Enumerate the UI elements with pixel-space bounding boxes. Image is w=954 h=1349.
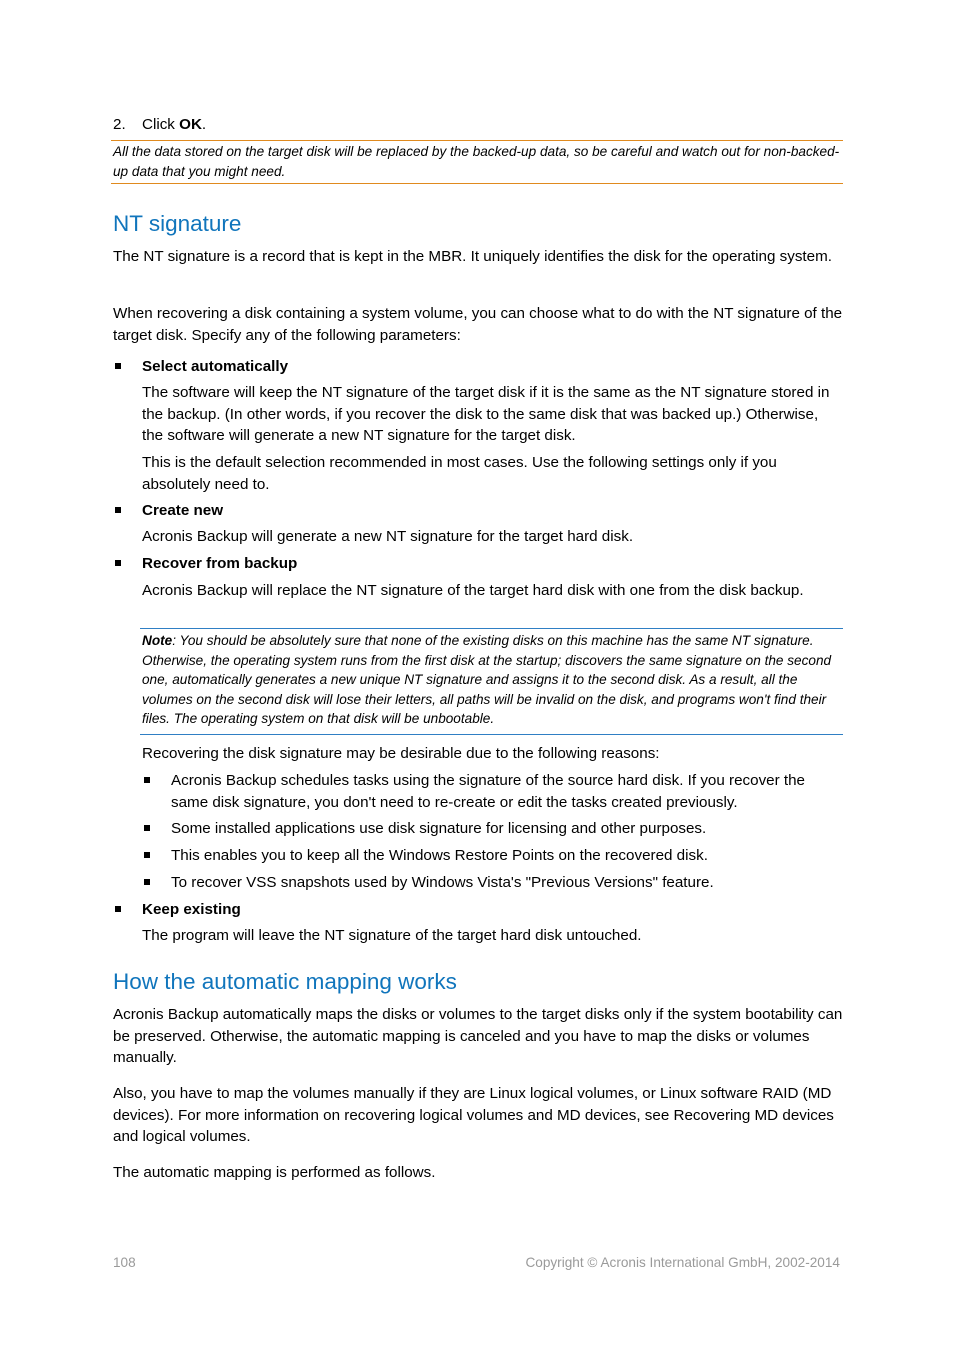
mapping-paragraph-3: The automatic mapping is performed as follows. bbox=[113, 1164, 436, 1181]
reasons-intro: Recovering the disk signature may be desirable due to the following reasons: bbox=[142, 745, 660, 762]
warning-text: All the data stored on the target disk will be replaced by the backed-up data, so be careful and watch out for non-backed-up data that you might need. bbox=[113, 144, 840, 179]
bullet-marker bbox=[144, 879, 150, 885]
step-ok-bold: OK bbox=[179, 116, 202, 133]
reason-item: Acronis Backup schedules tasks using the signature of the source hard disk. If you recover the same disk signature, you don't need to re-create or edit the tasks created previously. bbox=[171, 772, 805, 811]
reason-item: Some installed applications use disk signature for licensing and other purposes. bbox=[171, 820, 707, 837]
warning-note bbox=[111, 140, 843, 184]
bullet-marker bbox=[115, 507, 121, 513]
note-text: : You should be absolutely sure that none of the existing disks on this machine has the same NT signature. Otherwise, the operating system runs from the first disk at the startup; discovers the same signature on the second one, automatically generates a new unique NT signature and assigns it to the second disk. As a result, all the volumes on the second disk will lose their letters, all paths will be invalid on the disk, and programs won't find their files. The operating system on that disk will be unbootable. bbox=[142, 633, 832, 726]
option-description: Acronis Backup will replace the NT signature of the target hard disk with one from the disk backup. bbox=[142, 582, 804, 599]
bullet-marker bbox=[144, 825, 150, 831]
bullet-marker bbox=[144, 777, 150, 783]
section-title-nt-signature: NT signature bbox=[113, 211, 242, 236]
copyright-text: Copyright © Acronis International GmbH, 2002-2014 bbox=[525, 1255, 840, 1270]
nt-intro-paragraph: The NT signature is a record that is kept in the MBR. It uniquely identifies the disk for the operating system. bbox=[113, 248, 832, 265]
step-text bbox=[142, 114, 206, 136]
reason-item: This enables you to keep all the Windows Restore Points on the recovered disk. bbox=[171, 847, 708, 864]
step-number: 2. bbox=[113, 116, 126, 133]
nt-parameters-paragraph: When recovering a disk containing a system volume, you can choose what to do with the NT signature of the target disk. Specify any of the following parameters: bbox=[113, 305, 843, 344]
note-label: Note bbox=[142, 633, 173, 648]
bullet-marker bbox=[115, 560, 121, 566]
option-description: The program will leave the NT signature of the target hard disk untouched. bbox=[142, 927, 642, 944]
bullet-marker bbox=[115, 363, 121, 369]
reason-item: To recover VSS snapshots used by Windows Vista's "Previous Versions" feature. bbox=[171, 874, 714, 891]
bullet-marker bbox=[144, 852, 150, 858]
option-label-recover-from-backup: Recover from backup bbox=[142, 555, 298, 572]
mapping-paragraph-1: Acronis Backup automatically maps the disks or volumes to the target disks only if the system bootability can be preserved. Otherwise, the automatic mapping is canceled and you have to map the disks or volumes manually. bbox=[113, 1006, 843, 1066]
step-text-after: . bbox=[201, 116, 207, 133]
mapping-paragraph-2: Also, you have to map the volumes manually if they are Linux logical volumes, or Linux software RAID (MD devices). For more information on recovering logical volumes and MD devices, see Recovering MD devices and logical volumes. bbox=[113, 1085, 834, 1145]
note-box bbox=[140, 628, 843, 735]
option-label-keep-existing: Keep existing bbox=[142, 901, 241, 918]
option-description: Acronis Backup will generate a new NT signature for the target hard disk. bbox=[142, 528, 634, 545]
section-title-automatic-mapping: How the automatic mapping works bbox=[113, 969, 457, 994]
option-label-create-new: Create new bbox=[142, 502, 224, 519]
page-number: 108 bbox=[113, 1255, 136, 1270]
step-text-before: Click bbox=[142, 116, 180, 133]
option-label-select-automatically: Select automatically bbox=[142, 358, 289, 375]
bullet-marker bbox=[115, 906, 121, 912]
option-description: This is the default selection recommended in most cases. Use the following settings only if you absolutely need to. bbox=[142, 454, 777, 493]
option-description: The software will keep the NT signature of the target disk if it is the same as the NT signature stored in the backup. (In other words, if you recover the disk to the same disk that was backed up.) Otherwise, the software will generate a new NT signature for the target disk. bbox=[142, 384, 830, 444]
